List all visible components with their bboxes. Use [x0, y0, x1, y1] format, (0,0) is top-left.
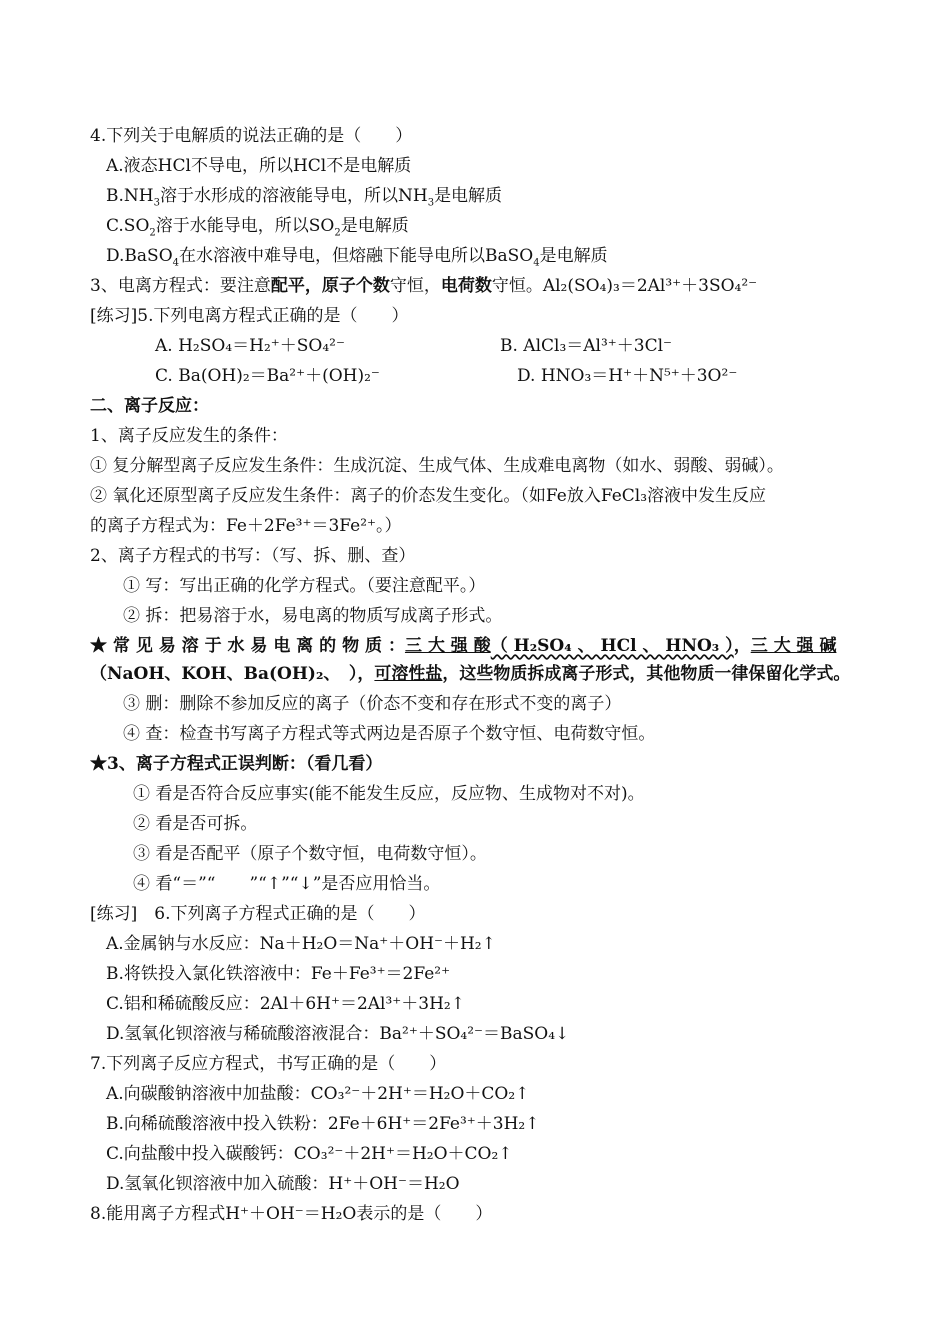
- check-2: ② 看是否可拆。: [133, 814, 258, 834]
- q5-option-c: C. Ba(OH)₂＝Ba²⁺＋(OH)₂⁻: [155, 366, 380, 386]
- q7-option-a: A.向碳酸钠溶液中加盐酸：CO₃²⁻＋2H⁺＝H₂O＋CO₂↑: [106, 1084, 530, 1104]
- section-ionization-equation: 3、电离方程式：要注意配平，原子个数守恒，电荷数守恒。Al₂(SO₄)₃＝2Al³⁺＋3SO₄²⁻: [90, 276, 758, 296]
- part2-line-8: ③ 删：删除不参加反应的离子（价态不变和存在形式不变的离子）: [123, 694, 622, 714]
- check-1: ① 看是否符合反应事实(能不能发生反应，反应物、生成物对不对)。: [133, 784, 645, 804]
- q7-stem: 7.下列离子反应方程式，书写正确的是（ ）: [90, 1054, 447, 1074]
- part2-line-1: 1、离子反应发生的条件：: [90, 426, 288, 446]
- part2-line-3: ② 氧化还原型离子反应发生条件：离子的价态发生变化。（如Fe放入FeCl₃溶液中发生反应: [90, 486, 767, 506]
- part2-line-9: ④ 查：检查书写离子方程式等式两边是否原子个数守恒、电荷数守恒。: [123, 724, 656, 744]
- part2-line-4: 的离子方程式为：Fe＋2Fe³⁺＝3Fe²⁺。）: [90, 516, 402, 536]
- q6-option-b: B.将铁投入氯化铁溶液中：Fe＋Fe³⁺＝2Fe²⁺: [106, 964, 451, 984]
- q6-option-d: D.氢氧化钡溶液与稀硫酸溶液混合：Ba²⁺＋SO₄²⁻＝BaSO₄↓: [106, 1024, 570, 1044]
- q5-option-a: A. H₂SO₄＝H₂⁺＋SO₄²⁻: [155, 336, 345, 356]
- q7-option-c: C.向盐酸中投入碳酸钙：CO₃²⁻＋2H⁺＝H₂O＋CO₂↑: [106, 1144, 513, 1164]
- judgement-title: ★3、离子方程式正误判断：（看几看）: [90, 754, 383, 774]
- strong-electrolyte-note-1: ★ 常 见 易 溶 于 水 易 电 离 的 物 质 ：三 大 强 酸（ H₂SO₄ 、 HCl 、 HNO₃ ），三 大 强 碱: [90, 636, 837, 656]
- q7-option-d: D.氢氧化钡溶液中加入硫酸：H⁺＋OH⁻＝H₂O: [106, 1174, 460, 1194]
- q4-option-a: A.液态HCl不导电，所以HCl不是电解质: [106, 156, 412, 176]
- q5-option-b: B. AlCl₃＝Al³⁺＋3Cl⁻: [500, 336, 673, 356]
- q4-option-c: $C.SO_2$溶于水能导电，所以$SO_2$是电解质: [106, 216, 409, 239]
- part2-line-2: ① 复分解型离子反应发生条件：生成沉淀、生成气体、生成难电离物（如水、弱酸、弱碱）。: [90, 456, 784, 476]
- q8-stem: 8.能用离子方程式H⁺＋OH⁻＝H₂O表示的是（ ）: [90, 1204, 493, 1224]
- q6-option-c: C.铝和稀硫酸反应：2Al＋6H⁺＝2Al³⁺＋3H₂↑: [106, 994, 465, 1014]
- q4-stem: 4.下列关于电解质的说法正确的是（ ）: [90, 126, 413, 146]
- q4-option-d: D.BaSO$_4$在水溶液中难导电，但熔融下能导电所以BaSO$_4$是电解质: [106, 246, 608, 269]
- q5-option-d: D. HNO₃＝H⁺＋N⁵⁺＋3O²⁻: [517, 366, 738, 386]
- check-3: ③ 看是否配平（原子个数守恒，电荷数守恒）。: [133, 844, 487, 864]
- q7-option-b: B.向稀硫酸溶液中投入铁粉：2Fe＋6H⁺＝2Fe³⁺＋3H₂↑: [106, 1114, 540, 1134]
- part2-title: 二、离子反应：: [90, 396, 209, 416]
- part2-line-7: ② 拆：把易溶于水，易电离的物质写成离子形式。: [123, 606, 503, 626]
- q6-option-a: A.金属钠与水反应：Na＋H₂O＝Na⁺＋OH⁻＋H₂↑: [106, 934, 496, 954]
- check-4: ④ 看“＝”“ ”“↑”“↓”是否应用恰当。: [133, 874, 441, 894]
- part2-line-6: ① 写：写出正确的化学方程式。（要注意配平。）: [123, 576, 486, 596]
- q6-stem: [练习] 6.下列离子方程式正确的是（ ）: [90, 904, 426, 924]
- q4-option-b: $B.NH_3$溶于水形成的溶液能导电，所以$NH_3$是电解质: [106, 186, 503, 209]
- q5-stem: [练习]5.下列电离方程式正确的是（ ）: [90, 306, 409, 326]
- strong-electrolyte-note-2: （NaOH、KOH、Ba(OH)₂、 ），可溶性盐，这些物质拆成离子形式，其他物质一律保留化学式。: [90, 664, 851, 684]
- part2-line-5: 2、离子方程式的书写：（写、拆、删、查）: [90, 546, 416, 566]
